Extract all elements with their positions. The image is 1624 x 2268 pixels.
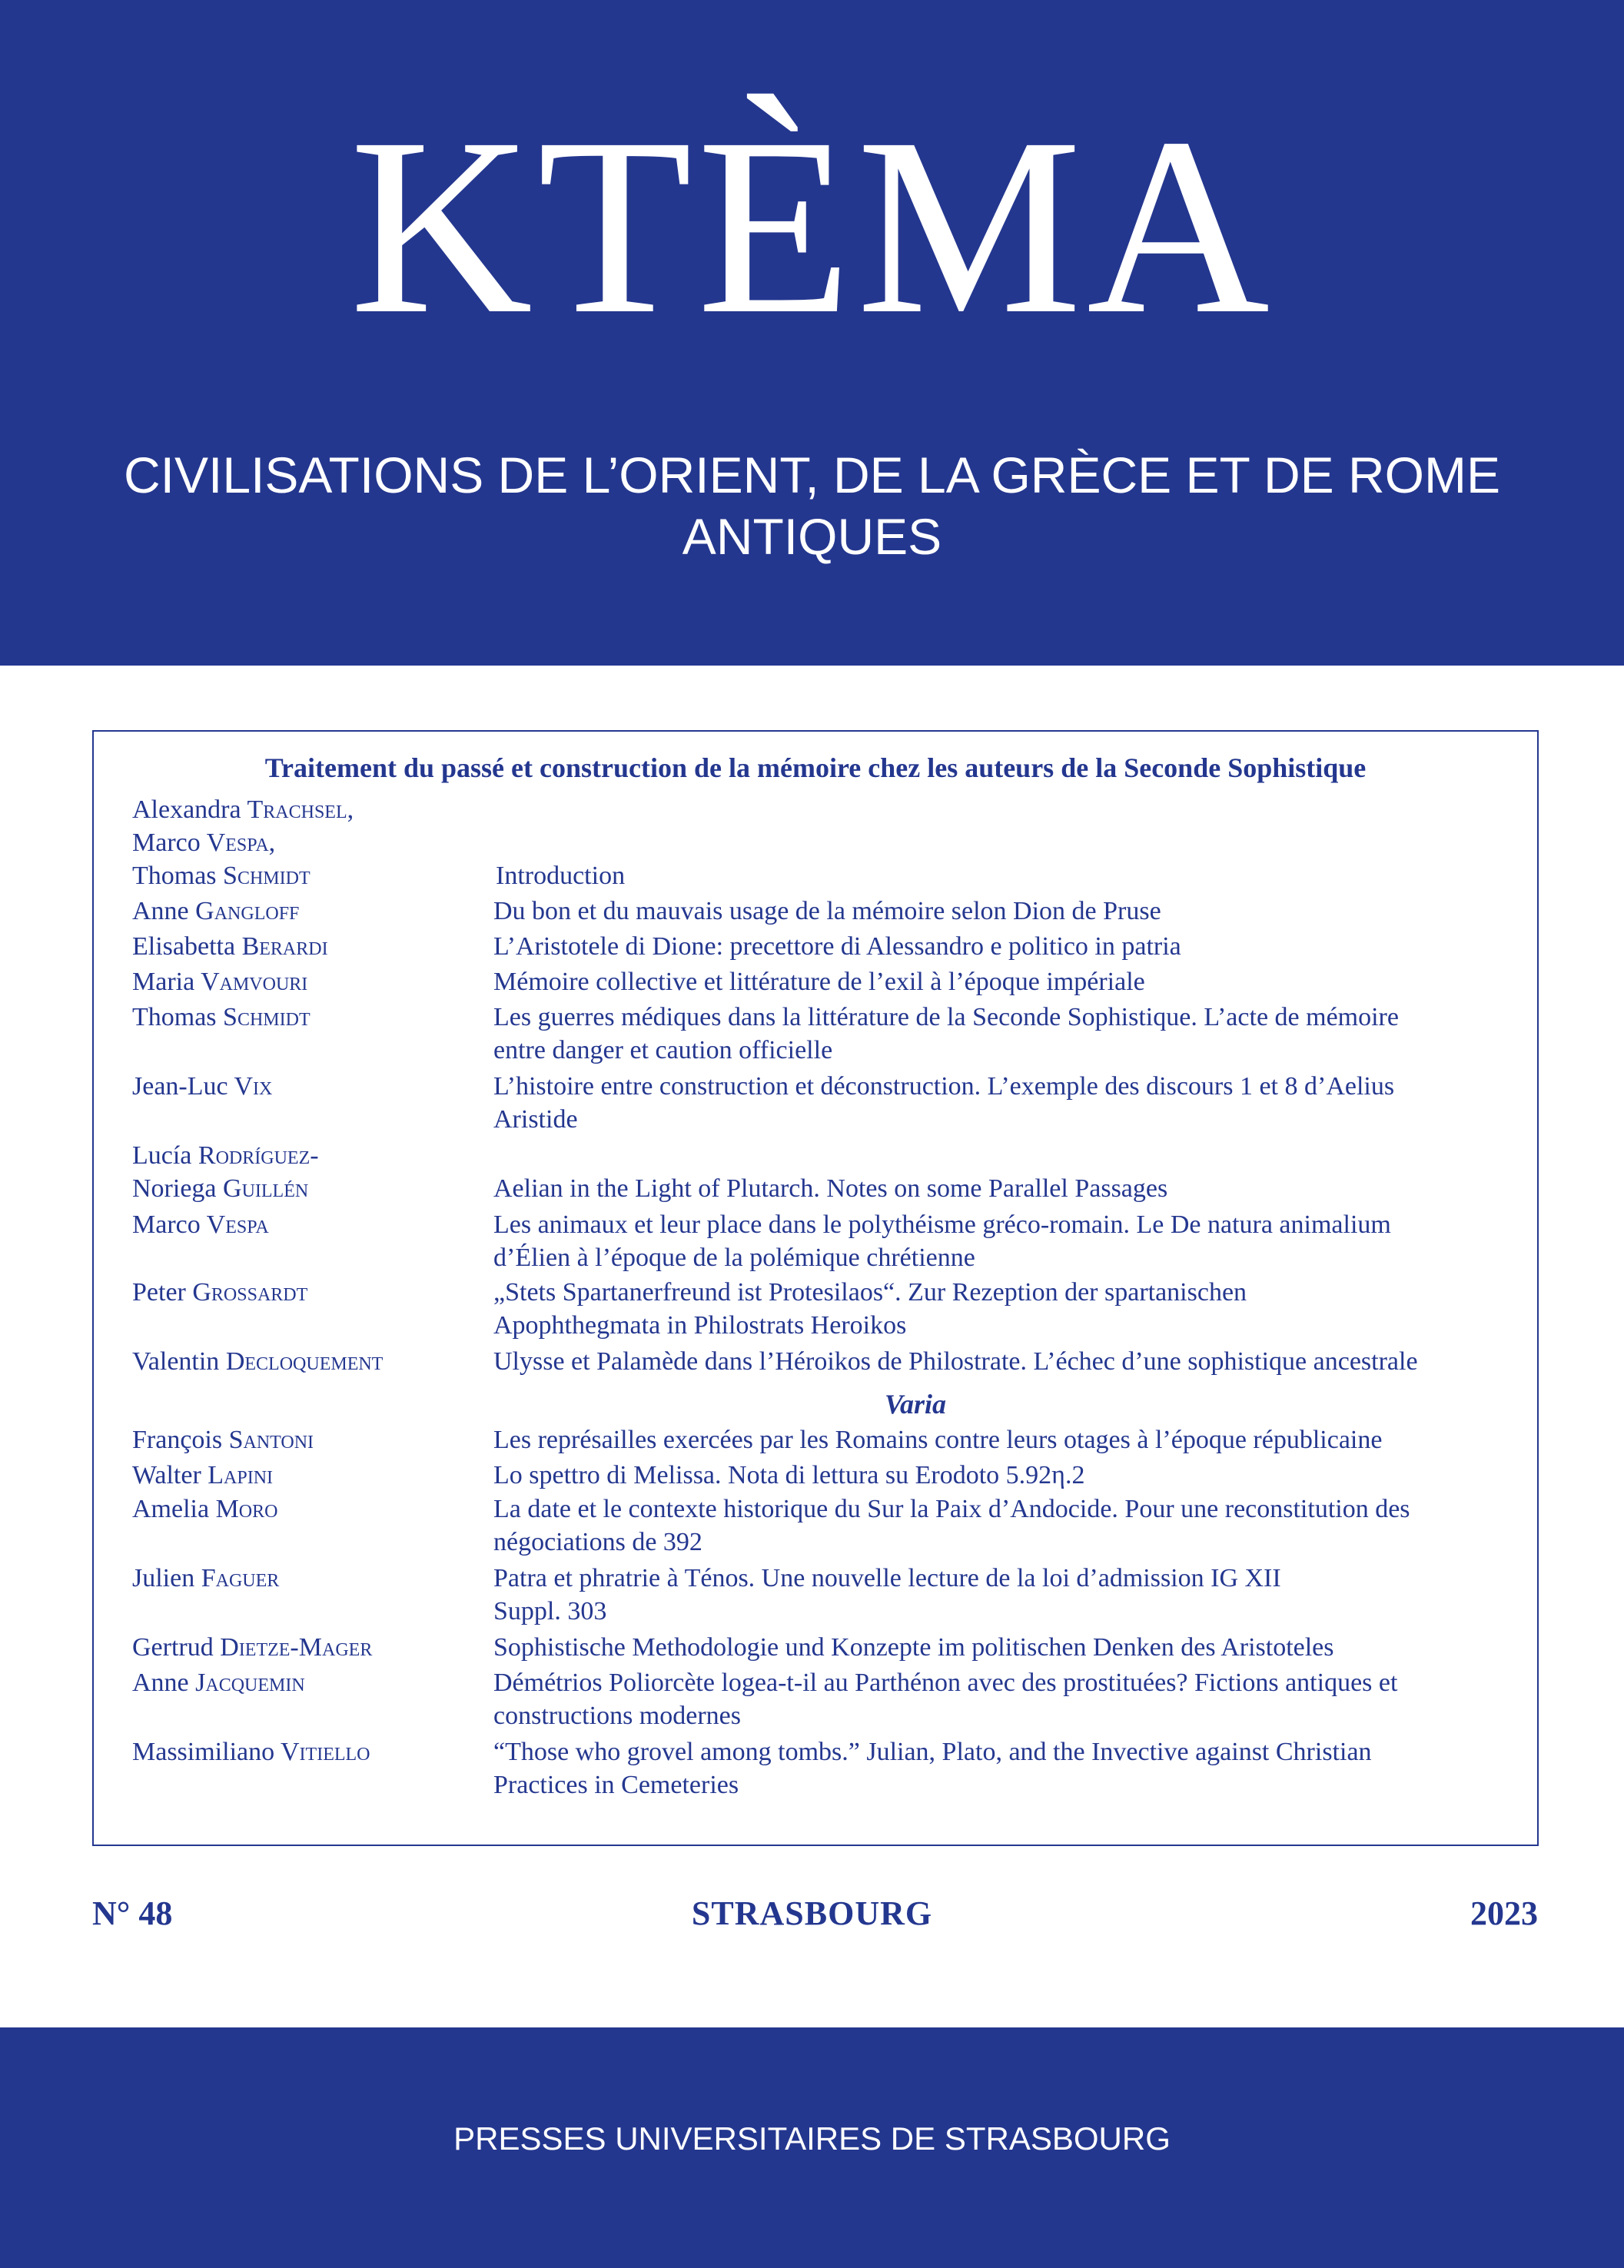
publication-city: STRASBOURG (691, 1894, 933, 1932)
journal-subtitle: CIVILISATIONS DE L’ORIENT, DE LA GRÈCE ET DE ROME ANTIQUES (124, 447, 1500, 565)
publisher-name: PRESSES UNIVERSITAIRES DE STRASBOURG (453, 2120, 1171, 2157)
author-line: Thomas Schmidt (132, 862, 311, 890)
article-title: L’Aristotele di Dione: precettore di Alessandro e politico in patria (493, 932, 1181, 961)
author-line: Walter Lapini (132, 1461, 274, 1489)
author-line: Julien Faguer (132, 1564, 280, 1592)
article-title: Mémoire collective et littérature de l’exil à l’époque impériale (493, 968, 1145, 996)
author-line: Gertrud Dietze-Mager (132, 1633, 373, 1662)
author-line: Thomas Schmidt (132, 1003, 311, 1031)
table-of-contents (92, 730, 1539, 1846)
author-line: Jean-Luc Vix (132, 1072, 273, 1101)
issue-number: N° 48 (92, 1894, 173, 1932)
author-line: Amelia Moro (132, 1495, 278, 1523)
author-line: Valentin Decloquement (132, 1347, 384, 1376)
author-line: Anne Gangloff (132, 897, 300, 925)
article-title: Sophistische Methodologie und Konzepte im politischen Denken des Aristoteles (493, 1633, 1334, 1662)
article-title: Aelian in the Light of Plutarch. Notes on some Parallel Passages (493, 1174, 1168, 1203)
author-line: Marco Vespa, (132, 829, 276, 857)
publisher-band (0, 2027, 1624, 2268)
article-title: Introduction (496, 862, 626, 890)
article-title: “Those who grovel among tombs.” Julian, Plato, and the Invective against Christian Practices in Cemeteries (493, 1738, 1372, 1799)
article-title: Les représailles exercées par les Romains contre leurs otages à l’époque républicaine (493, 1426, 1383, 1454)
article-title: Les animaux et leur place dans le polythéisme gréco-romain. Le De natura animalium d’Élien à l’époque de la polémique chrétienne (493, 1210, 1391, 1272)
publication-year: 2023 (1470, 1894, 1538, 1932)
article-title: L’histoire entre construction et déconstruction. L’exemple des discours 1 et 8 d’Aelius Aristide (493, 1072, 1395, 1134)
varia-title: Varia (884, 1389, 947, 1420)
article-title: La date et le contexte historique du Sur la Paix d’Andocide. Pour une reconstitution des négociations de 392 (493, 1495, 1410, 1556)
author-line: Maria Vamvouri (132, 968, 308, 996)
journal-title: KTÈMA (349, 86, 1275, 367)
article-title: Du bon et du mauvais usage de la mémoire selon Dion de Pruse (493, 897, 1161, 925)
article-title: „Stets Spartanerfreund ist Protesilaos“. Zur Rezeption der spartanischen Apophthegmata in Philostrats Heroikos (493, 1278, 1247, 1340)
author-line: Alexandra Trachsel, (132, 795, 354, 824)
author-line: Marco Vespa (132, 1210, 269, 1239)
article-title: Patra et phratrie à Ténos. Une nouvelle lecture de la loi d’admission IG XII Suppl. 303 (493, 1564, 1281, 1625)
article-title: Démétrios Poliorcète logea-t-il au Parthénon avec des prostituées? Fictions antiques et constructions modernes (493, 1669, 1398, 1730)
section-title: Traitement du passé et construction de la mémoire chez les auteurs de la Seconde Sophistique (264, 752, 1367, 783)
author-line: Lucía Rodríguez- (132, 1141, 319, 1170)
author-line: François Santoni (132, 1426, 314, 1454)
author-line: Elisabetta Berardi (132, 932, 328, 961)
author-line: Peter Grossardt (132, 1278, 308, 1307)
author-line: Noriega Guillén (132, 1174, 309, 1203)
header-band (0, 0, 1624, 666)
author-line: Massimiliano Vitiello (132, 1738, 370, 1766)
article-title: Les guerres médiques dans la littérature de la Seconde Sophistique. L’acte de mémoire entre danger et caution officielle (493, 1003, 1399, 1064)
article-title: Lo spettro di Melissa. Nota di lettura su Erodoto 5.92η.2 (493, 1461, 1085, 1489)
article-title: Ulysse et Palamède dans l’Héroikos de Philostrate. L’échec d’une sophistique ancestrale (493, 1347, 1418, 1376)
author-line: Anne Jacquemin (132, 1669, 305, 1697)
